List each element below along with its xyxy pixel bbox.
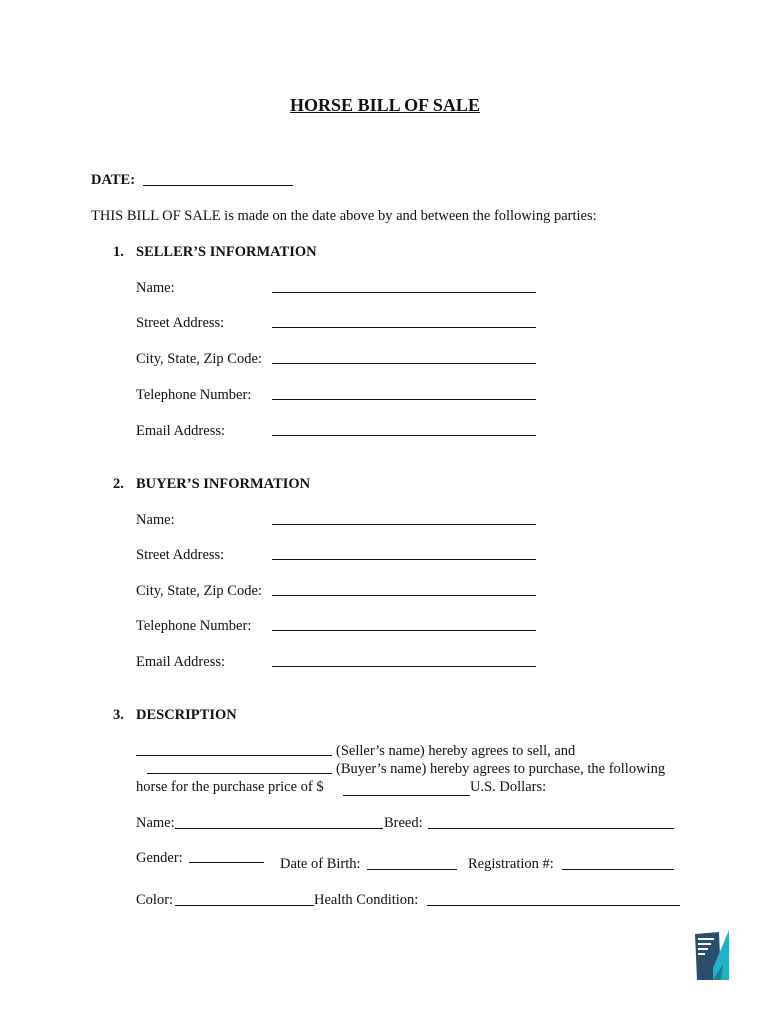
price-blank[interactable] <box>343 795 470 796</box>
buyer-email-field[interactable] <box>272 666 536 667</box>
buyer-name-label: Name: <box>136 512 175 528</box>
currency-text: U.S. Dollars: <box>470 779 547 795</box>
registration-label: Registration #: <box>468 856 554 872</box>
buyer-city-label: City, State, Zip Code: <box>136 583 262 599</box>
registration-field[interactable] <box>562 869 674 870</box>
price-clause: horse for the purchase price of $ <box>136 779 324 795</box>
dob-field[interactable] <box>367 869 457 870</box>
seller-heading: SELLER’S INFORMATION <box>136 244 317 260</box>
buyer-name-blank[interactable] <box>147 773 332 774</box>
gender-label: Gender: <box>136 850 183 866</box>
horse-name-field[interactable] <box>175 828 383 829</box>
date-label: DATE: <box>91 172 136 188</box>
buyer-email-label: Email Address: <box>136 654 226 670</box>
description-heading: DESCRIPTION <box>136 707 237 723</box>
buyer-street-field[interactable] <box>272 559 536 560</box>
seller-city-field[interactable] <box>272 363 536 364</box>
seller-name-field[interactable] <box>272 292 536 293</box>
buyer-phone-field[interactable] <box>272 630 536 631</box>
buyer-clause: (Buyer’s name) hereby agrees to purchase, the following <box>336 761 666 777</box>
buyer-heading: BUYER’S INFORMATION <box>136 476 311 492</box>
breed-field[interactable] <box>428 828 674 829</box>
seller-email-label: Email Address: <box>136 423 226 439</box>
horse-name-label: Name: <box>136 815 175 831</box>
seller-number: 1. <box>113 244 124 260</box>
buyer-city-field[interactable] <box>272 595 536 596</box>
seller-name-label: Name: <box>136 280 175 296</box>
intro-text: THIS BILL OF SALE is made on the date above by and between the following parties: <box>91 208 597 224</box>
color-label: Color: <box>136 892 174 908</box>
health-label: Health Condition: <box>314 892 419 908</box>
dob-label: Date of Birth: <box>280 856 361 872</box>
buyer-street-label: Street Address: <box>136 547 225 563</box>
color-field[interactable] <box>175 905 314 906</box>
seller-street-label: Street Address: <box>136 315 225 331</box>
breed-label: Breed: <box>384 815 423 831</box>
buyer-number: 2. <box>113 476 124 492</box>
seller-email-field[interactable] <box>272 435 536 436</box>
date-field[interactable] <box>143 185 293 186</box>
buyer-name-field[interactable] <box>272 524 536 525</box>
seller-name-blank[interactable] <box>136 755 332 756</box>
document-title: HORSE BILL OF SALE <box>290 95 480 115</box>
buyer-phone-label: Telephone Number: <box>136 618 252 634</box>
seller-phone-label: Telephone Number: <box>136 387 252 403</box>
seller-city-label: City, State, Zip Code: <box>136 351 262 367</box>
description-number: 3. <box>113 707 124 723</box>
health-field[interactable] <box>427 905 680 906</box>
seller-clause: (Seller’s name) hereby agrees to sell, and <box>336 743 576 759</box>
document-logo-icon <box>693 928 729 982</box>
seller-street-field[interactable] <box>272 327 536 328</box>
gender-field[interactable] <box>189 862 264 863</box>
seller-phone-field[interactable] <box>272 399 536 400</box>
